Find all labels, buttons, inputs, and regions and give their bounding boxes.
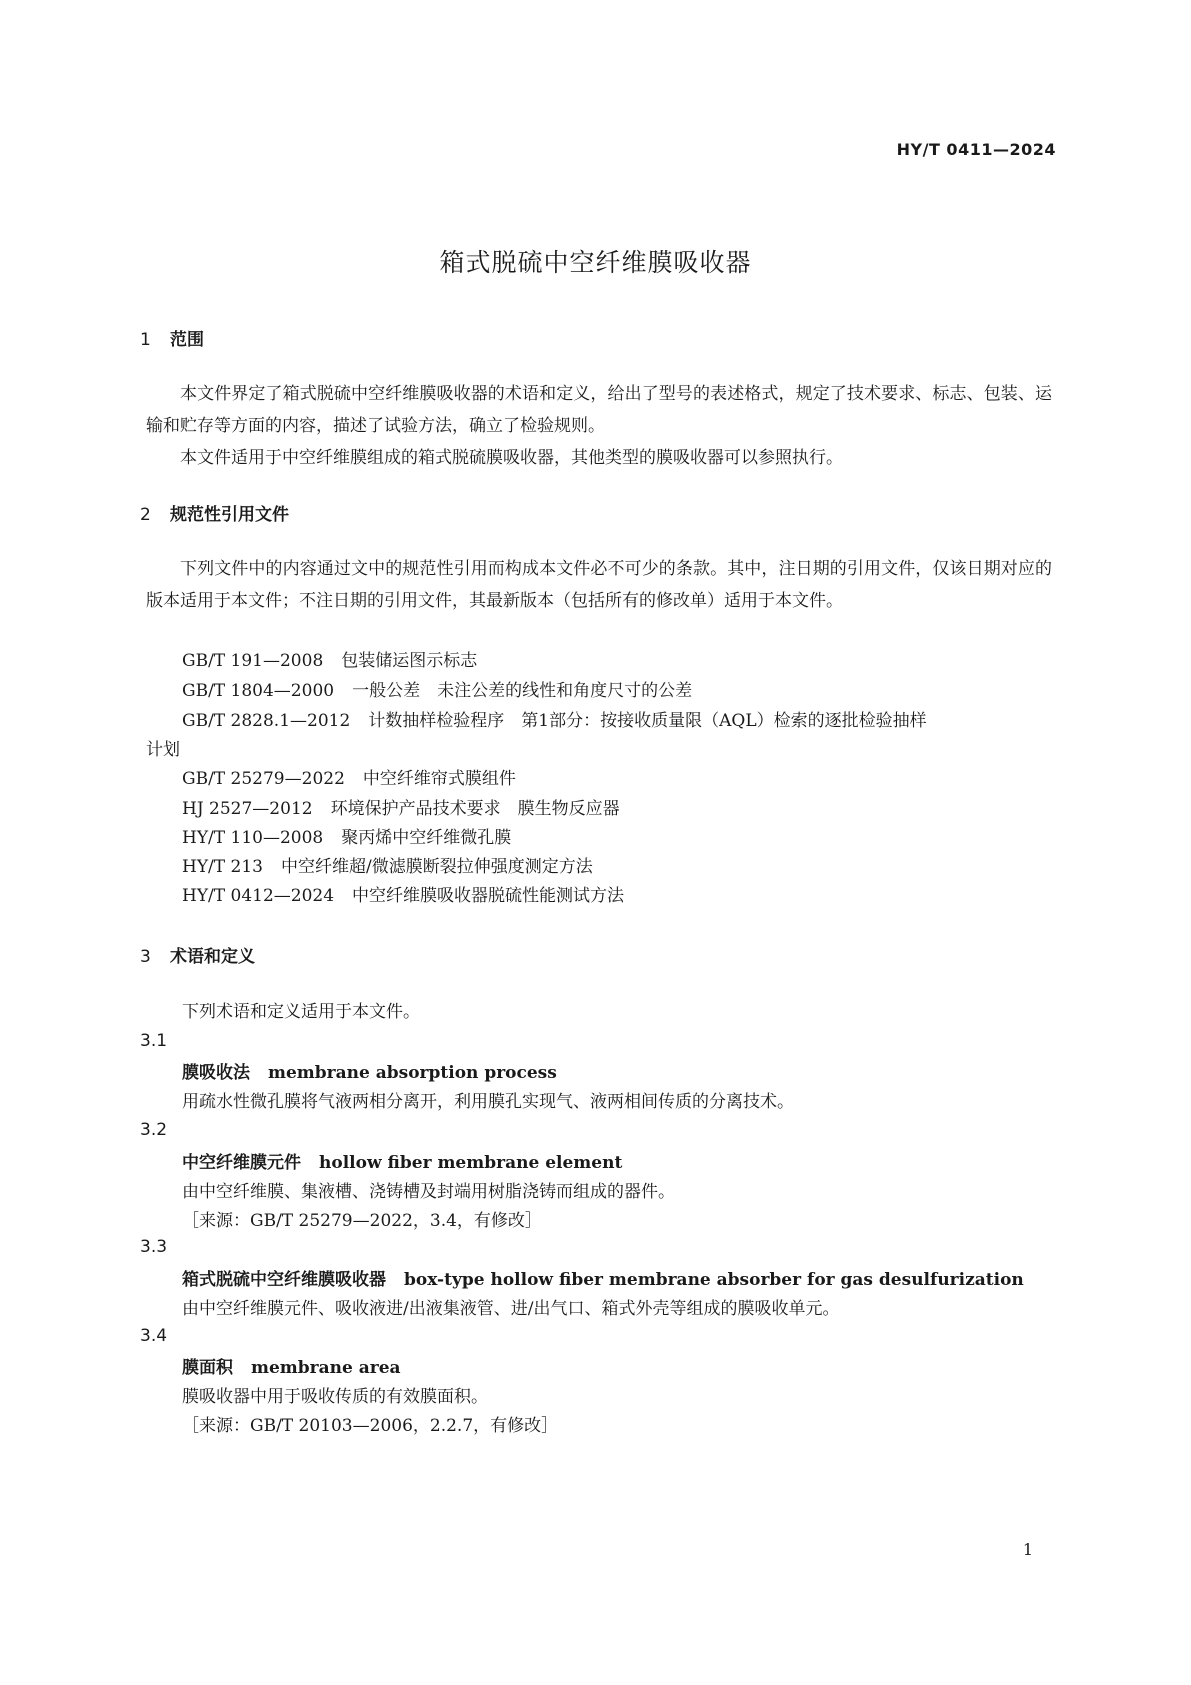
normative-intro — [146, 553, 1052, 617]
term-source: ［来源：GB/T 20103—2006，2.2.7，有修改］ — [182, 1416, 559, 1436]
reference-title: 环境保护产品技术要求 膜生物反应器 — [330, 799, 620, 819]
section-1-heading — [140, 325, 204, 350]
reference-code: GB/T 2828.1—2012 — [182, 711, 351, 731]
term-number: 3.2 — [140, 1120, 168, 1140]
reference-code: HY/T 110—2008 — [182, 828, 324, 848]
reference-title: 计数抽样检验程序 第1部分：按接收质量限（AQL）检索的逐批检验抽样 — [368, 711, 927, 731]
standard-code: HY/T 0411—2024 — [896, 140, 1056, 159]
reference-title: 聚丙烯中空纤维微孔膜 — [341, 828, 512, 848]
reference-item-continuation: 计划 — [146, 740, 180, 760]
scope-paragraphs — [146, 378, 1052, 474]
normative-intro-text: 下列文件中的内容通过文中的规范性引用而构成本文件必不可少的条款。其中，注日期的引用文件，仅该日期对应的版本适用于本文件；不注日期的引用文件，其最新版本（包括所有的修改单）适用于本文件。 — [146, 559, 1052, 611]
reference-title: 中空纤维膜吸收器脱硫性能测试方法 — [352, 886, 625, 906]
section-title: 术语和定义 — [170, 947, 255, 967]
term-definition: 由中空纤维膜、集液槽、浇铸槽及封端用树脂浇铸而组成的器件。 — [182, 1182, 675, 1202]
reference-item — [182, 646, 477, 671]
term-name-zh: 中空纤维膜元件 — [182, 1153, 301, 1173]
reference-title: 中空纤维帘式膜组件 — [362, 769, 516, 789]
reference-title: 包装储运图示标志 — [341, 651, 478, 671]
reference-item — [182, 676, 692, 701]
term-definition: 用疏水性微孔膜将气液两相分离开，利用膜孔实现气、液两相间传质的分离技术。 — [182, 1092, 794, 1112]
section-title: 规范性引用文件 — [170, 505, 289, 525]
term-name-zh: 膜吸收法 — [182, 1063, 250, 1083]
scope-paragraph-2: 本文件适用于中空纤维膜组成的箱式脱硫膜吸收器，其他类型的膜吸收器可以参照执行。 — [180, 448, 843, 468]
section-title: 范围 — [170, 330, 204, 350]
term-name — [182, 1353, 401, 1378]
term-definition: 由中空纤维膜元件、吸收液进/出液集液管、进/出气口、箱式外壳等组成的膜吸收单元。 — [182, 1299, 840, 1319]
reference-code: GB/T 25279—2022 — [182, 769, 345, 789]
reference-code: GB/T 1804—2000 — [182, 681, 335, 701]
page-number: 1 — [1022, 1540, 1033, 1559]
term-name-en: membrane area — [251, 1358, 401, 1378]
reference-code: HY/T 213 — [182, 857, 263, 877]
reference-code: HJ 2527—2012 — [182, 799, 313, 819]
term-source: ［来源：GB/T 25279—2022，3.4，有修改］ — [182, 1211, 542, 1231]
term-name — [182, 1148, 622, 1173]
term-name-zh: 膜面积 — [182, 1358, 233, 1378]
reference-item — [182, 823, 511, 848]
document-title: 箱式脱硫中空纤维膜吸收器 — [439, 248, 752, 277]
section-number: 3 — [140, 947, 151, 967]
reference-title: 一般公差 未注公差的线性和角度尺寸的公差 — [352, 681, 693, 701]
term-name-en: membrane absorption process — [268, 1063, 557, 1083]
reference-item — [182, 794, 620, 819]
term-number: 3.4 — [140, 1326, 168, 1346]
reference-item — [182, 706, 927, 731]
term-name-en: box-type hollow fiber membrane absorber for gas desulfurization — [404, 1270, 1024, 1290]
reference-title: 中空纤维超/微滤膜断裂拉伸强度测定方法 — [280, 857, 593, 877]
scope-paragraph-1: 本文件界定了箱式脱硫中空纤维膜吸收器的术语和定义，给出了型号的表述格式，规定了技术要求、标志、包装、运输和贮存等方面的内容，描述了试验方法，确立了检验规则。 — [146, 384, 1052, 436]
term-number: 3.3 — [140, 1237, 168, 1257]
reference-item — [182, 764, 516, 789]
term-name — [182, 1058, 557, 1083]
reference-code: HY/T 0412—2024 — [182, 886, 335, 906]
reference-code: GB/T 191—2008 — [182, 651, 324, 671]
term-name — [182, 1265, 1024, 1290]
term-name-en: hollow fiber membrane element — [319, 1153, 623, 1173]
reference-item — [182, 881, 624, 906]
section-number: 1 — [140, 330, 151, 350]
reference-item — [182, 852, 593, 877]
section-2-heading — [140, 500, 289, 525]
term-definition: 膜吸收器中用于吸收传质的有效膜面积。 — [182, 1387, 488, 1407]
terms-intro: 下列术语和定义适用于本文件。 — [182, 1002, 420, 1022]
section-number: 2 — [140, 505, 151, 525]
term-number: 3.1 — [140, 1031, 168, 1051]
section-3-heading — [140, 942, 255, 967]
term-name-zh: 箱式脱硫中空纤维膜吸收器 — [182, 1270, 386, 1290]
